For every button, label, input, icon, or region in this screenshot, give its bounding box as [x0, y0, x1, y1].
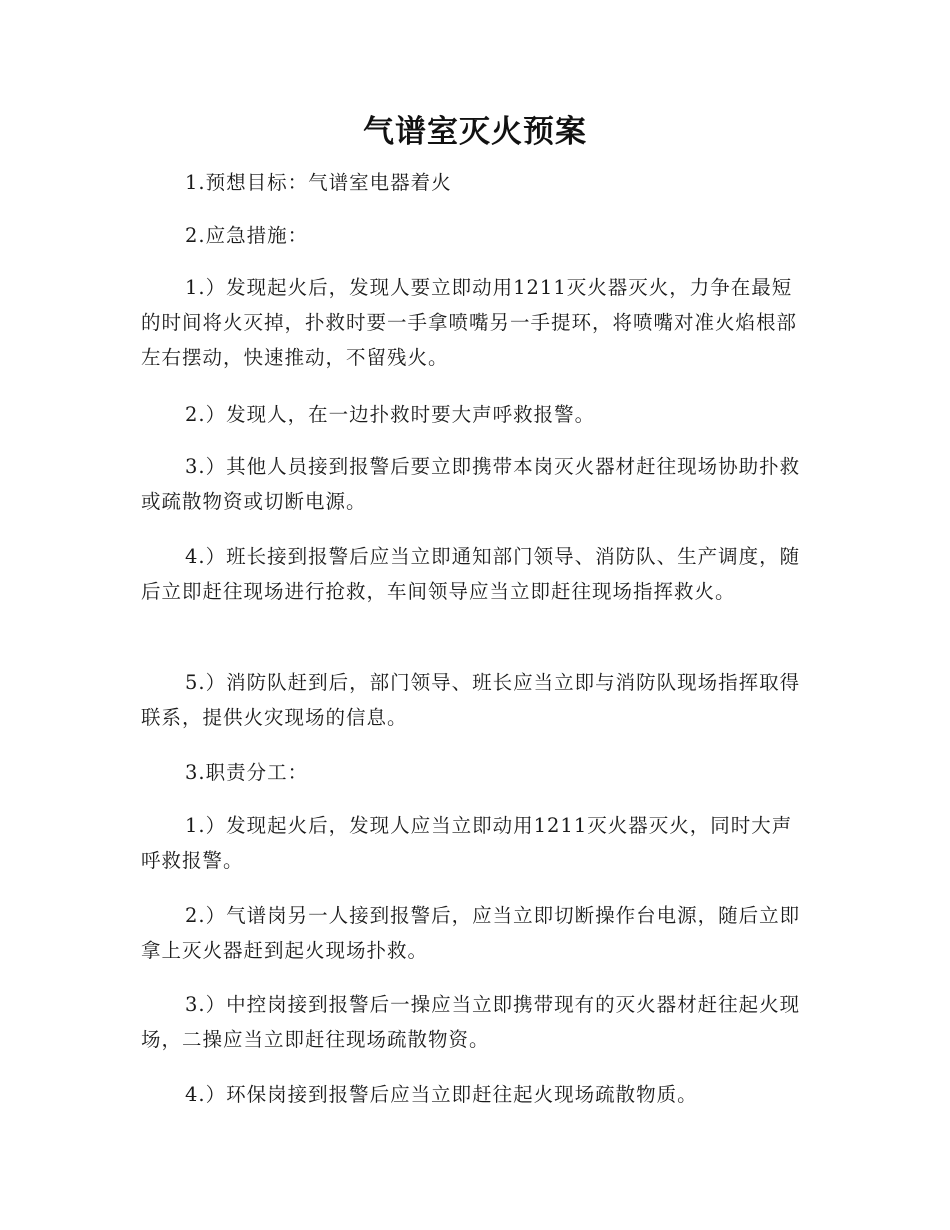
paragraph-duty-3: 3.）中控岗接到报警后一操应当立即携带现有的灭火器材赶往起火现场，二操应当立即赶往现场疏散物资。 [141, 993, 801, 1051]
paragraph-measure-4: 4.）班长接到报警后应当立即通知部门领导、消防队、生产调度，随后立即赶往现场进行抢救，车间领导应当立即赶往现场指挥救火。 [141, 545, 801, 603]
paragraph-measure-3: 3.）其他人员接到报警后要立即携带本岗灭火器材赶往现场协助扑救或疏散物资或切断电源。 [141, 455, 801, 513]
document-title: 气谱室灭火预案 [363, 114, 587, 150]
paragraph-measure-5: 5.）消防队赶到后，部门领导、班长应当立即与消防队现场指挥取得联系，提供火灾现场的信息。 [141, 671, 801, 729]
paragraph-duty-1: 1.）发现起火后，发现人应当立即动用1211灭火器灭火，同时大声呼救报警。 [141, 814, 793, 872]
paragraph-measures-heading: 2.应急措施： [185, 224, 309, 247]
paragraph-duty-4: 4.）环保岗接到报警后应当立即赶往起火现场疏散物质。 [185, 1083, 698, 1106]
paragraph-measure-2: 2.）发现人，在一边扑救时要大声呼救报警。 [185, 403, 596, 426]
paragraph-duties-heading: 3.职责分工： [185, 761, 309, 784]
paragraph-duty-2: 2.）气谱岗另一人接到报警后，应当立即切断操作台电源，随后立即拿上灭火器赶到起火现场扑救。 [141, 904, 801, 962]
paragraph-goal: 1.预想目标：气谱室电器着火 [185, 171, 452, 194]
paragraph-measure-1: 1.）发现起火后，发现人要立即动用1211灭火器灭火，力争在最短的时间将火灭掉，扑救时要一手拿喷嘴另一手提环，将喷嘴对准火焰根部左右摆动，快速推动，不留残火。 [141, 276, 798, 369]
